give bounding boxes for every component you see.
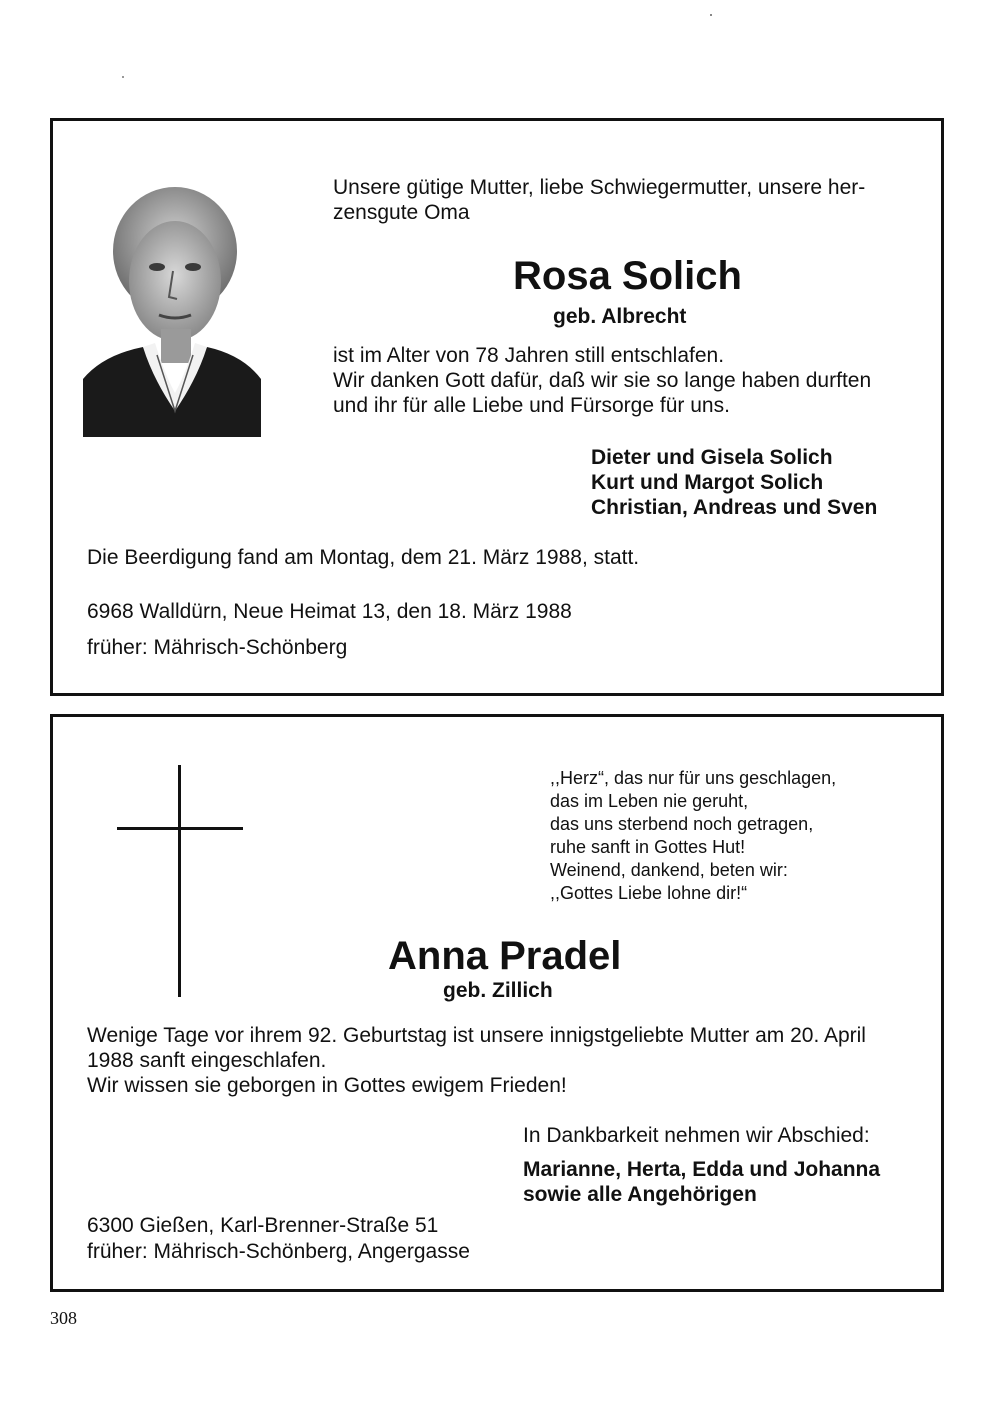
birth-name: geb. Albrecht [553, 305, 687, 328]
cross-icon [117, 765, 245, 997]
family-signatures: Dieter und Gisela Solich Kurt und Margot Solich Christian, Andreas und Sven [591, 446, 878, 519]
place-date: 6968 Walldürn, Neue Heimat 13, den 18. März 1988 [87, 600, 572, 623]
funeral-info: Die Beerdigung fand am Montag, dem 21. März 1988, statt. [87, 546, 640, 569]
memorial-poem: ,,Herz“, das nur für uns geschlagen, das im Leben nie geruht, das uns sterbend noch getragen, ruhe sanft in Gottes Hut! Weinend, dankend, beten wir: ,,Gottes Liebe lohne dir!“ [550, 768, 837, 903]
former-residence: früher: Mährisch-Schönberg, Angergasse [87, 1240, 470, 1263]
address: 6300 Gießen, Karl-Brenner-Straße 51 [87, 1214, 439, 1237]
intro-text: Unsere gütige Mutter, liebe Schwiegermutter, unsere her- zensgute Oma [333, 176, 866, 224]
obituary-notice-anna-pradel [50, 714, 944, 1292]
thanks-line: In Dankbarkeit nehmen wir Abschied: [523, 1124, 870, 1147]
deceased-name: Rosa Solich [513, 254, 742, 298]
former-residence: früher: Mährisch-Schönberg [87, 636, 348, 659]
portrait-photo [83, 179, 261, 437]
deceased-name: Anna Pradel [388, 934, 622, 978]
family-signatures: Marianne, Herta, Edda und Johanna sowie alle Angehörigen [523, 1158, 881, 1206]
notice-body: ist im Alter von 78 Jahren still entschlafen. Wir danken Gott dafür, daß wir sie so lange haben durften und ihr für alle Liebe und Fürsorge für uns. [333, 344, 872, 417]
page-number: 308 [50, 1308, 77, 1328]
birth-name: geb. Zillich [443, 979, 553, 1002]
notice-body: Wenige Tage vor ihrem 92. Geburtstag ist unsere innigstgeliebte Mutter am 20. April 1988 sanft eingeschlafen. Wir wissen sie geborgen in Gottes ewigem Frieden! [87, 1024, 866, 1097]
obituary-notice-rosa-solich [50, 118, 944, 696]
